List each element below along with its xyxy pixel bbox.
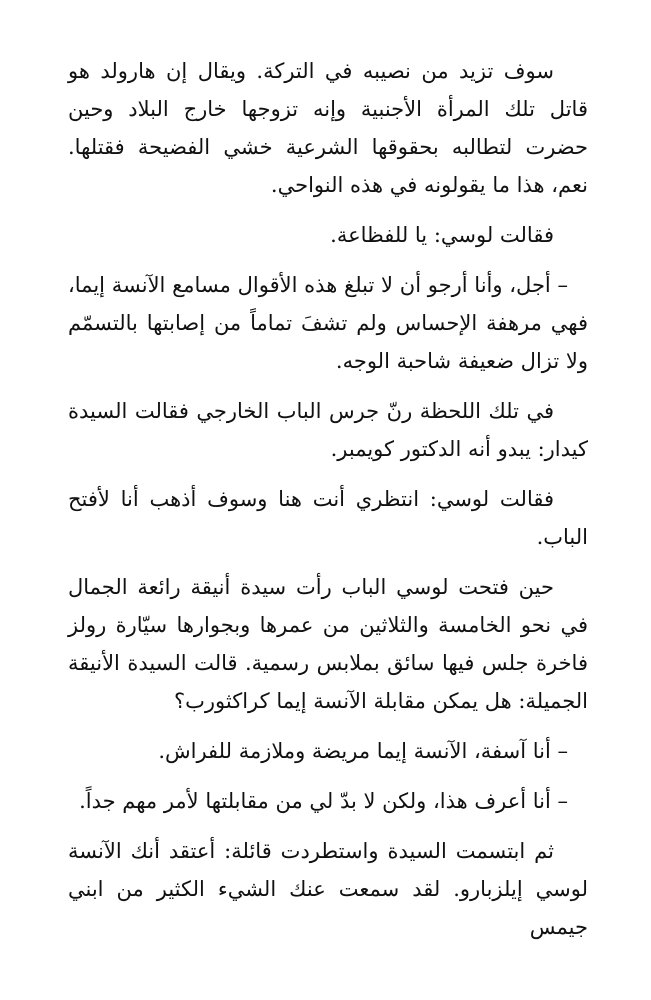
paragraph-lucy-horror: فقالت لوسي: يا للفظاعة. <box>330 223 554 247</box>
paragraph-must-meet: – أنا أعرف هذا، ولكن لا بدّ لي من مقابلتها لأمر مهم جداً. <box>79 789 568 813</box>
paragraph-lady-smiles: ثم ابتسمت السيدة واستطردت قائلة: أعتقد أنك الآنسة لوسي إيلزبارو. لقد سمعت عنك الشيء الكثير من ابني جيمس <box>68 839 588 939</box>
paragraph-emma-ill: – أنا آسفة، الآنسة إيما مريضة وملازمة للفراش. <box>158 739 568 763</box>
paragraph-harold-rumor: سوف تزيد من نصيبه في التركة. ويقال إن هارولد هو قاتل تلك المرأة الأجنبية وإنه تزوجها خارج البلاد وحين حضرت لتطالبه بحقوقها الشرعية خشي الفضيحة فقتلها. نعم، هذا ما يقولونه في هذه النواحي. <box>68 59 588 197</box>
paragraph-elegant-lady: حين فتحت لوسي الباب رأت سيدة أنيقة رائعة الجمال في نحو الخامسة والثلاثين من عمرها وبجوارها سيّارة رولز فاخرة جلس فيها سائق بملابس رسمية. قالت السيدة الأنيقة الجميلة: هل يمكن مقابلة الآنسة إيما كراكثورب؟ <box>68 575 588 713</box>
page-text <box>68 52 588 958</box>
paragraph-lucy-opens: فقالت لوسي: انتظري أنت هنا وسوف أذهب أنا لأفتح الباب. <box>68 487 588 549</box>
paragraph-doorbell: في تلك اللحظة رنّ جرس الباب الخارجي فقالت السيدة كيدار: يبدو أنه الدكتور كويمبر. <box>68 399 588 461</box>
paragraph-emma-sensitive: – أجل، وأنا أرجو أن لا تبلغ هذه الأقوال مسامع الآنسة إيما، فهي مرهفة الإحساس ولم تشفَ تماماً من إصابتها بالتسمّم ولا تزال ضعيفة شاحبة الوجه. <box>68 273 588 373</box>
